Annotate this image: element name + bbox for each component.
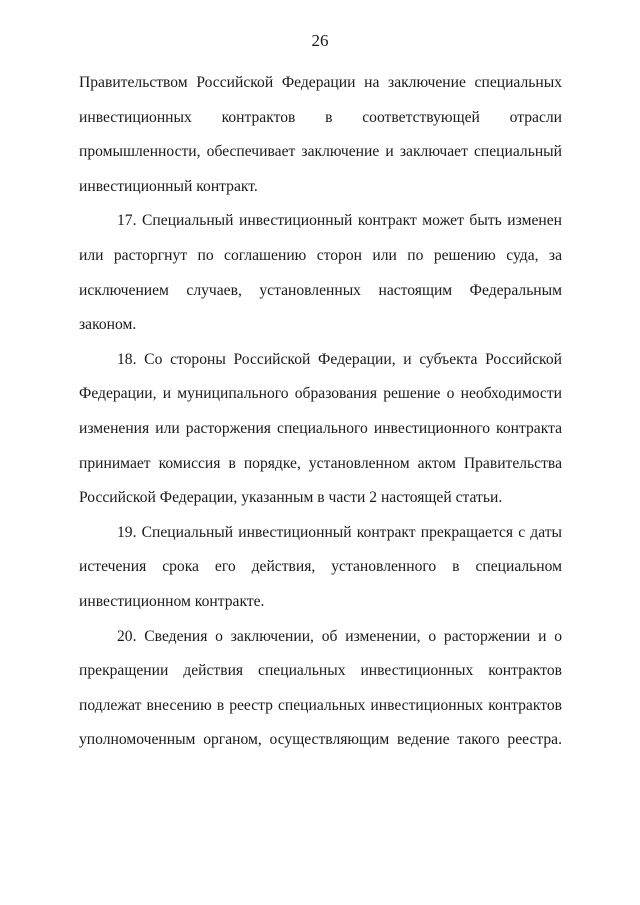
paragraph-continuation: Правительством Российской Федерации на заключение специальных инвестиционных контрактов в соответствующей отрасли промышленности, обеспечивает заключение и заключает специальный инвестиционный контракт. xyxy=(79,74,562,195)
paragraph-18: 18. Со стороны Российской Федерации, и субъекта Российской Федерации, и муниципального образования решение о необходимости изменения или расторжения специального инвестиционного контракта принимает комиссия в порядке, установленном актом Правительства Российской Федерации, указанным в части 2 настоящей статьи. xyxy=(79,350,562,507)
page-body xyxy=(79,66,562,758)
paragraph-20: 20. Сведения о заключении, об изменении, о расторжении и о прекращении действия специальных инвестиционных контрактов подлежат внесению в реестр специальных инвестиционных контрактов уполномоченным органом, осуществляющим ведение такого реестра. xyxy=(79,627,562,749)
paragraph-19: 19. Специальный инвестиционный контракт прекращается с даты истечения срока его действия, установленного в специальном инвестиционном контракте. xyxy=(79,523,562,610)
page-number: 26 xyxy=(311,31,329,50)
paragraph-17: 17. Специальный инвестиционный контракт может быть изменен или расторгнут по соглашению сторон или по решению суда, за исключением случаев, установленных настоящим Федеральным законом. xyxy=(79,212,562,334)
